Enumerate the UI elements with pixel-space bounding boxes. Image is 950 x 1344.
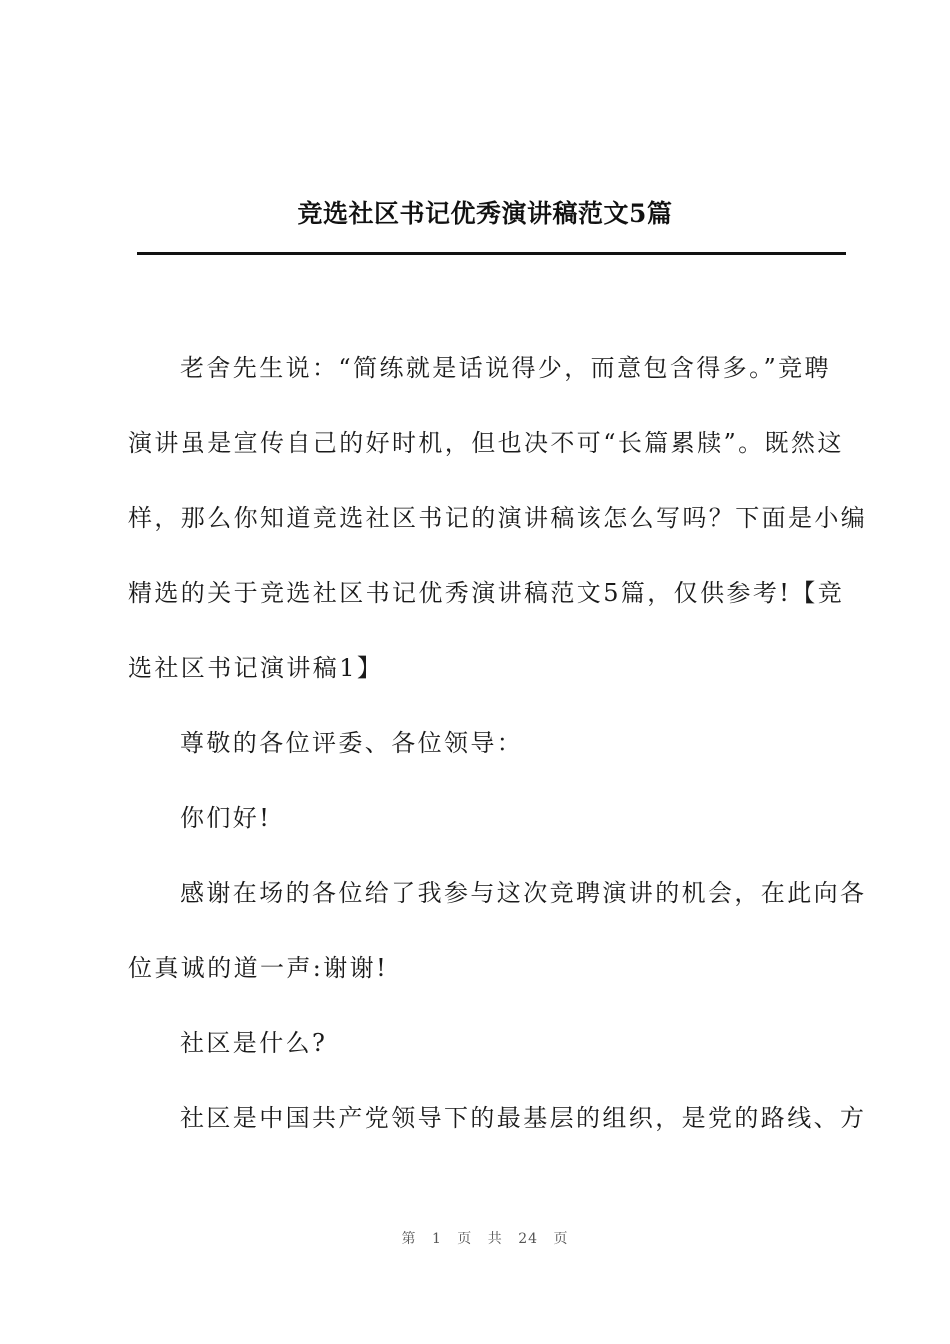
paragraph-question xyxy=(128,1019,842,1068)
paragraph-line: 尊敬的各位评委、各位领导： xyxy=(180,729,524,757)
paragraph-line: 选社区书记演讲稿1】 xyxy=(128,654,384,682)
paragraph-line: 演讲虽是宣传自己的好时机，但也决不可“长篇累牍”。既然这 xyxy=(128,429,844,457)
paragraph-line: 社区是中国共产党领导下的最基层的组织，是党的路线、方 xyxy=(180,1104,867,1132)
paragraph-line: 社区是什么? xyxy=(180,1029,328,1057)
paragraph-greeting xyxy=(128,794,842,843)
paragraph-community xyxy=(128,1094,867,1143)
paragraph-line: 感谢在场的各位给了我参与这次竞聘演讲的机会，在此向各 xyxy=(180,879,867,907)
paragraph-intro xyxy=(128,344,868,693)
paragraph-line: 位真诚的道一声:谢谢! xyxy=(128,954,389,982)
page-footer: 第 1 页 共 24 页 xyxy=(401,1231,569,1247)
title-underline xyxy=(137,252,846,255)
document-body xyxy=(128,344,868,1169)
paragraph-line: 样，那么你知道竞选社区书记的演讲稿该怎么写吗？下面是小编 xyxy=(128,504,868,532)
paragraph-thanks xyxy=(128,869,867,993)
paragraph-line: 精选的关于竞选社区书记优秀演讲稿范文5篇，仅供参考!【竞 xyxy=(128,579,845,607)
document-title: 竞选社区书记优秀演讲稿范文5篇 xyxy=(297,199,673,228)
paragraph-line: 老舍先生说：“简练就是话说得少，而意包含得多。”竞聘 xyxy=(180,354,831,382)
paragraph-line: 你们好! xyxy=(180,804,272,832)
paragraph-salutation xyxy=(128,719,842,768)
